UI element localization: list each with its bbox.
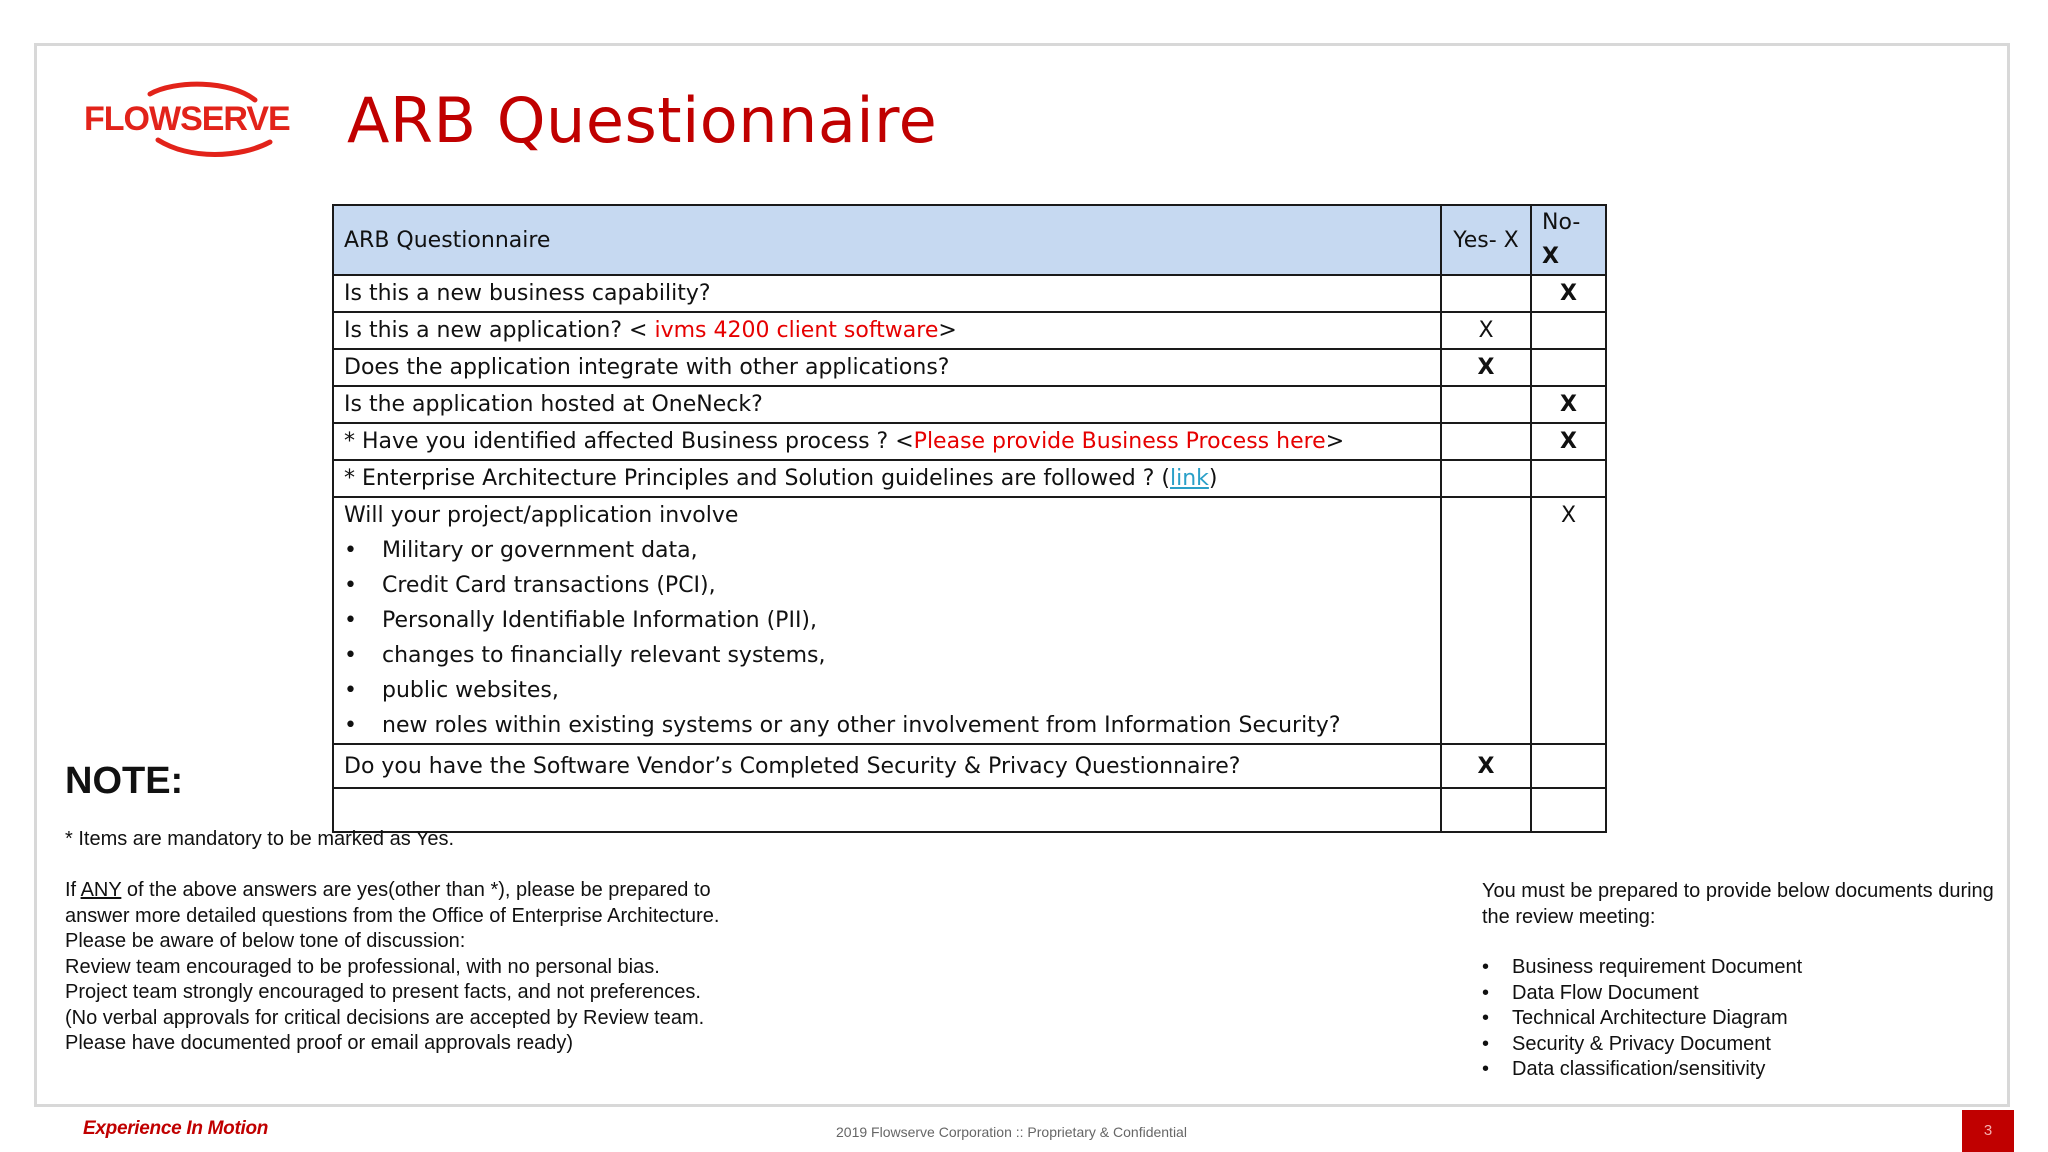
bullet-item: • new roles within existing systems or any other involvement from Information Security? bbox=[344, 708, 1430, 743]
row-question: Is the application hosted at OneNeck? bbox=[333, 386, 1441, 423]
bullet-text: public websites, bbox=[382, 678, 559, 703]
logo-text: FLOWSERVE bbox=[84, 100, 290, 138]
table-row bbox=[333, 788, 1606, 832]
row-no[interactable]: X bbox=[1531, 423, 1606, 460]
question-suffix: > bbox=[938, 318, 957, 343]
document-name: Business requirement Document bbox=[1512, 956, 1803, 978]
questionnaire-table bbox=[332, 204, 1607, 833]
note-paragraph bbox=[65, 878, 765, 955]
table-header-row bbox=[333, 205, 1606, 275]
question-text: * Have you identified affected Business process ? < bbox=[344, 429, 914, 454]
row-yes[interactable] bbox=[1441, 497, 1531, 744]
row-no[interactable] bbox=[1531, 744, 1606, 788]
row-question bbox=[333, 312, 1441, 349]
table-row bbox=[333, 423, 1606, 460]
question-text: Will your project/application involve bbox=[344, 503, 739, 528]
note-line: (No verbal approvals for critical decisions are accepted by Review team. Please have documented proof or email approvals ready) bbox=[65, 1006, 705, 1054]
header-yes-label: Yes- X bbox=[1453, 227, 1519, 253]
note-line: Review team encouraged to be professional, with no personal bias. bbox=[65, 955, 660, 978]
question-text: Is this a new application? < bbox=[344, 318, 655, 343]
row-no[interactable]: X bbox=[1531, 275, 1606, 312]
question-highlight: Please provide Business Process here bbox=[913, 429, 1326, 454]
footer-copyright: 2019 Flowserve Corporation :: Proprietary & Confidential bbox=[836, 1124, 1187, 1140]
table-row bbox=[333, 386, 1606, 423]
bullet-item: • changes to financially relevant systems, bbox=[344, 638, 1430, 673]
bullet-text: changes to financially relevant systems, bbox=[382, 643, 826, 668]
list-item: • Technical Architecture Diagram bbox=[1482, 1006, 1802, 1032]
header-no-label: No- bbox=[1542, 210, 1581, 235]
bullet-item: • Personally Identifiable Information (PII), bbox=[344, 603, 1430, 638]
row-question bbox=[333, 788, 1441, 832]
note-rest: of the above answers are yes(other than *), please be prepared to answer more detailed questions from the Office of Enterprise Architecture. Please be aware of below tone of discussion: bbox=[65, 879, 720, 952]
row-question: Does the application integrate with other applications? bbox=[333, 349, 1441, 386]
question-suffix: > bbox=[1325, 429, 1345, 454]
row-no[interactable]: X bbox=[1531, 497, 1606, 744]
question-highlight: ivms 4200 client software bbox=[654, 318, 939, 343]
document-name: Technical Architecture Diagram bbox=[1512, 1007, 1788, 1029]
list-item: • Data classification/sensitivity bbox=[1482, 1057, 1802, 1083]
document-name: Data Flow Document bbox=[1512, 981, 1699, 1004]
header-question: ARB Questionnaire bbox=[333, 205, 1441, 275]
row-no[interactable] bbox=[1531, 312, 1606, 349]
flowserve-logo bbox=[80, 80, 300, 160]
page-number: 3 bbox=[1962, 1110, 2014, 1152]
row-question bbox=[333, 460, 1441, 497]
bullet-text: Personally Identifiable Information (PII), bbox=[382, 608, 818, 633]
header-no-mark: X bbox=[1542, 244, 1559, 269]
document-name: Data classification/sensitivity bbox=[1512, 1058, 1766, 1080]
row-no[interactable] bbox=[1531, 788, 1606, 832]
documents-list bbox=[1482, 955, 1802, 1083]
row-question bbox=[333, 423, 1441, 460]
question-suffix: ) bbox=[1208, 466, 1218, 491]
note-prefix: If bbox=[65, 879, 81, 901]
row-question bbox=[333, 497, 1441, 744]
bullet-text: new roles within existing systems or any other involvement from Information Security? bbox=[382, 713, 1341, 738]
table-row bbox=[333, 275, 1606, 312]
table-row bbox=[333, 497, 1606, 744]
row-yes[interactable]: X bbox=[1441, 744, 1531, 788]
bullet-item: • Military or government data, bbox=[344, 533, 1430, 568]
principles-link[interactable]: link bbox=[1169, 466, 1209, 491]
bullet-text: Military or government data, bbox=[382, 538, 698, 563]
document-name: Security & Privacy Document bbox=[1512, 1032, 1771, 1055]
row-yes[interactable]: X bbox=[1441, 349, 1531, 386]
row-yes[interactable] bbox=[1441, 423, 1531, 460]
table-row bbox=[333, 460, 1606, 497]
footer-tagline: Experience In Motion bbox=[83, 1118, 269, 1139]
bullet-item: • Credit Card transactions (PCI), bbox=[344, 568, 1430, 603]
row-no[interactable]: X bbox=[1531, 386, 1606, 423]
list-item: • Data Flow Document bbox=[1482, 981, 1802, 1007]
bullet-text: Credit Card transactions (PCI), bbox=[382, 573, 716, 598]
row-yes[interactable] bbox=[1441, 788, 1531, 832]
table-row bbox=[333, 349, 1606, 386]
row-yes[interactable] bbox=[1441, 386, 1531, 423]
header-yes bbox=[1441, 205, 1531, 275]
note-mandatory: * Items are mandatory to be marked as Yes. bbox=[65, 828, 455, 850]
documents-intro: You must be prepared to provide below documents during the review meeting: bbox=[1482, 880, 1994, 928]
row-question: Do you have the Software Vendor’s Completed Security & Privacy Questionnaire? bbox=[333, 744, 1441, 788]
list-item: • Security & Privacy Document bbox=[1482, 1032, 1802, 1058]
header-no bbox=[1531, 205, 1606, 275]
question-text: * Enterprise Architecture Principles and Solution guidelines are followed ? ( bbox=[344, 466, 1170, 491]
table-row bbox=[333, 312, 1606, 349]
note-any: ANY bbox=[80, 879, 122, 901]
page-title: ARB Questionnaire bbox=[347, 84, 938, 157]
note-line: Project team strongly encouraged to present facts, and not preferences. bbox=[65, 981, 701, 1003]
table-row bbox=[333, 744, 1606, 788]
row-question: Is this a new business capability? bbox=[333, 275, 1441, 312]
note-heading: NOTE: bbox=[65, 760, 184, 802]
bullet-item: • public websites, bbox=[344, 673, 1430, 708]
note-body bbox=[65, 878, 765, 1057]
row-no[interactable] bbox=[1531, 460, 1606, 497]
list-item: • Business requirement Document bbox=[1482, 955, 1802, 981]
row-yes[interactable]: X bbox=[1441, 312, 1531, 349]
row-no[interactable] bbox=[1531, 349, 1606, 386]
row-yes[interactable] bbox=[1441, 460, 1531, 497]
row-yes[interactable] bbox=[1441, 275, 1531, 312]
